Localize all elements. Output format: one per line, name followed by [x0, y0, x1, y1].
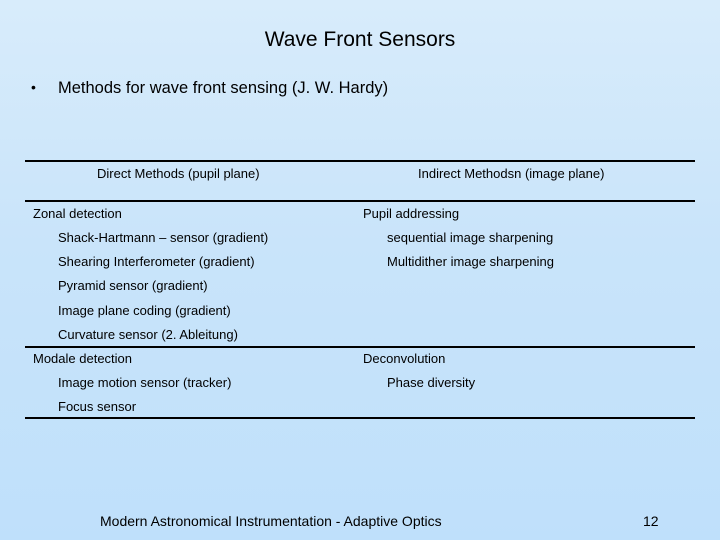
footer-text: Modern Astronomical Instrumentation - Adaptive Optics — [100, 513, 442, 529]
header-indirect-methods: Indirect Methodsn (image plane) — [418, 166, 605, 181]
page-number: 12 — [643, 513, 659, 529]
table-mid-rule — [25, 346, 695, 348]
zonal-item: Pyramid sensor (gradient) — [58, 278, 208, 293]
pupil-item: sequential image sharpening — [387, 230, 554, 245]
modal-item: Image motion sensor (tracker) — [58, 375, 232, 390]
zonal-item: Curvature sensor (2. Ableitung) — [58, 327, 238, 342]
modal-detection-label: Modale detection — [33, 351, 133, 366]
deconvolution-label: Deconvolution — [363, 351, 446, 366]
zonal-item: Shack-Hartmann – sensor (gradient) — [58, 230, 269, 245]
bullet-marker: • — [31, 79, 36, 95]
bullet-text: Methods for wave front sensing (J. W. Hardy) — [58, 79, 389, 97]
pupil-addressing-label: Pupil addressing — [363, 206, 460, 221]
zonal-detection-label: Zonal detection — [33, 206, 122, 221]
zonal-item: Image plane coding (gradient) — [58, 303, 231, 318]
slide-title: Wave Front Sensors — [264, 28, 456, 51]
table-bottom-rule — [25, 417, 695, 419]
table-top-rule — [25, 160, 695, 162]
pupil-item: Multidither image sharpening — [387, 254, 554, 269]
modal-item: Focus sensor — [58, 399, 137, 414]
zonal-item: Shearing Interferometer (gradient) — [58, 254, 255, 269]
deconv-item: Phase diversity — [387, 375, 476, 390]
table-header-rule — [25, 200, 695, 202]
header-direct-methods: Direct Methods (pupil plane) — [97, 166, 260, 181]
